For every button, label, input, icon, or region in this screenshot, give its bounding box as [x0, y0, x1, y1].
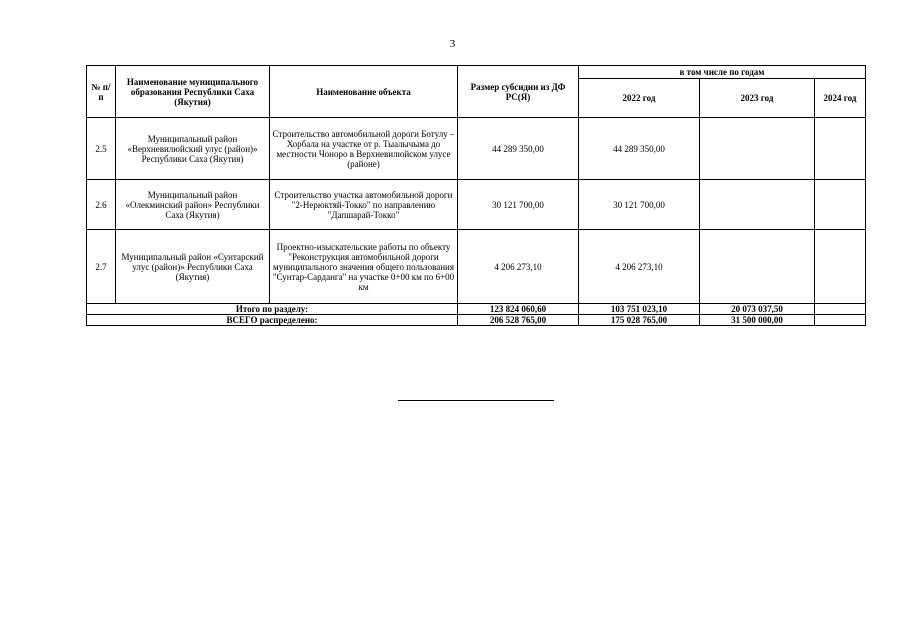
grand-total-2024: [815, 315, 866, 326]
grand-total-subsidy: 206 528 765,00: [458, 315, 579, 326]
section-total-row: [87, 304, 866, 315]
header-object: Наименование объекта: [270, 66, 458, 118]
row-subsidy: 4 206 273,10: [458, 230, 579, 304]
row-year-2024: [815, 180, 866, 230]
header-by-years: в том числе по годам: [579, 66, 866, 79]
page-number: 3: [449, 38, 456, 50]
header-year-2023: 2023 год: [700, 79, 815, 118]
row-object: Проектно-изыскательские работы по объекту "Реконструкция автомобильной дороги муниципального значения общего пользования "Сунтар-Сарданга" на участке 0+00 км по 6+00 км: [270, 230, 458, 304]
row-subsidy: 30 121 700,00: [458, 180, 579, 230]
row-municipality: Муниципальный район «Верхневилюйский улус (район)» Республики Саха (Якутия): [116, 118, 270, 180]
header-year-2024: 2024 год: [815, 79, 866, 118]
grand-total-2023: 31 500 000,00: [700, 315, 815, 326]
section-total-2023: 20 073 037,50: [700, 304, 815, 315]
header-year-2022: 2022 год: [579, 79, 700, 118]
table-row: [87, 230, 866, 304]
end-divider: [398, 400, 554, 401]
section-total-2024: [815, 304, 866, 315]
header-num: № п/п: [87, 66, 116, 118]
header-subsidy: Размер субсидии из ДФ РС(Я): [458, 66, 579, 118]
grand-total-row: [87, 315, 866, 326]
grand-total-2022: 175 028 765,00: [579, 315, 700, 326]
row-num: 2.6: [87, 180, 116, 230]
row-municipality: Муниципальный район «Сунтарский улус (район)» Республики Саха (Якутия): [116, 230, 270, 304]
row-year-2022: 44 289 350,00: [579, 118, 700, 180]
row-year-2022: 4 206 273,10: [579, 230, 700, 304]
row-num: 2.7: [87, 230, 116, 304]
row-year-2024: [815, 118, 866, 180]
row-num: 2.5: [87, 118, 116, 180]
row-year-2023: [700, 180, 815, 230]
row-year-2022: 30 121 700,00: [579, 180, 700, 230]
header-row-1: [87, 66, 866, 79]
table-row: [87, 180, 866, 230]
grand-total-label: ВСЕГО распределено:: [87, 315, 458, 326]
row-municipality: Муниципальный район «Олекминский район» Республики Саха (Якутия): [116, 180, 270, 230]
subsidy-table: [86, 65, 866, 326]
section-total-2022: 103 751 023,10: [579, 304, 700, 315]
row-subsidy: 44 289 350,00: [458, 118, 579, 180]
row-object: Строительство участка автомобильной дороги "2-Нерюктяй-Токко" по направлению "Дапшарай-Токко": [270, 180, 458, 230]
section-total-subsidy: 123 824 060,60: [458, 304, 579, 315]
header-municipality: Наименование муниципального образования Республики Саха (Якутия): [116, 66, 270, 118]
row-object: Строительство автомобильной дороги Ботулу – Хорбала на участке от р. Тыалычыма до местности Чоноро в Верхневилюйском улусе (районе): [270, 118, 458, 180]
table-row: [87, 118, 866, 180]
section-total-label: Итого по разделу:: [87, 304, 458, 315]
row-year-2023: [700, 118, 815, 180]
row-year-2023: [700, 230, 815, 304]
row-year-2024: [815, 230, 866, 304]
